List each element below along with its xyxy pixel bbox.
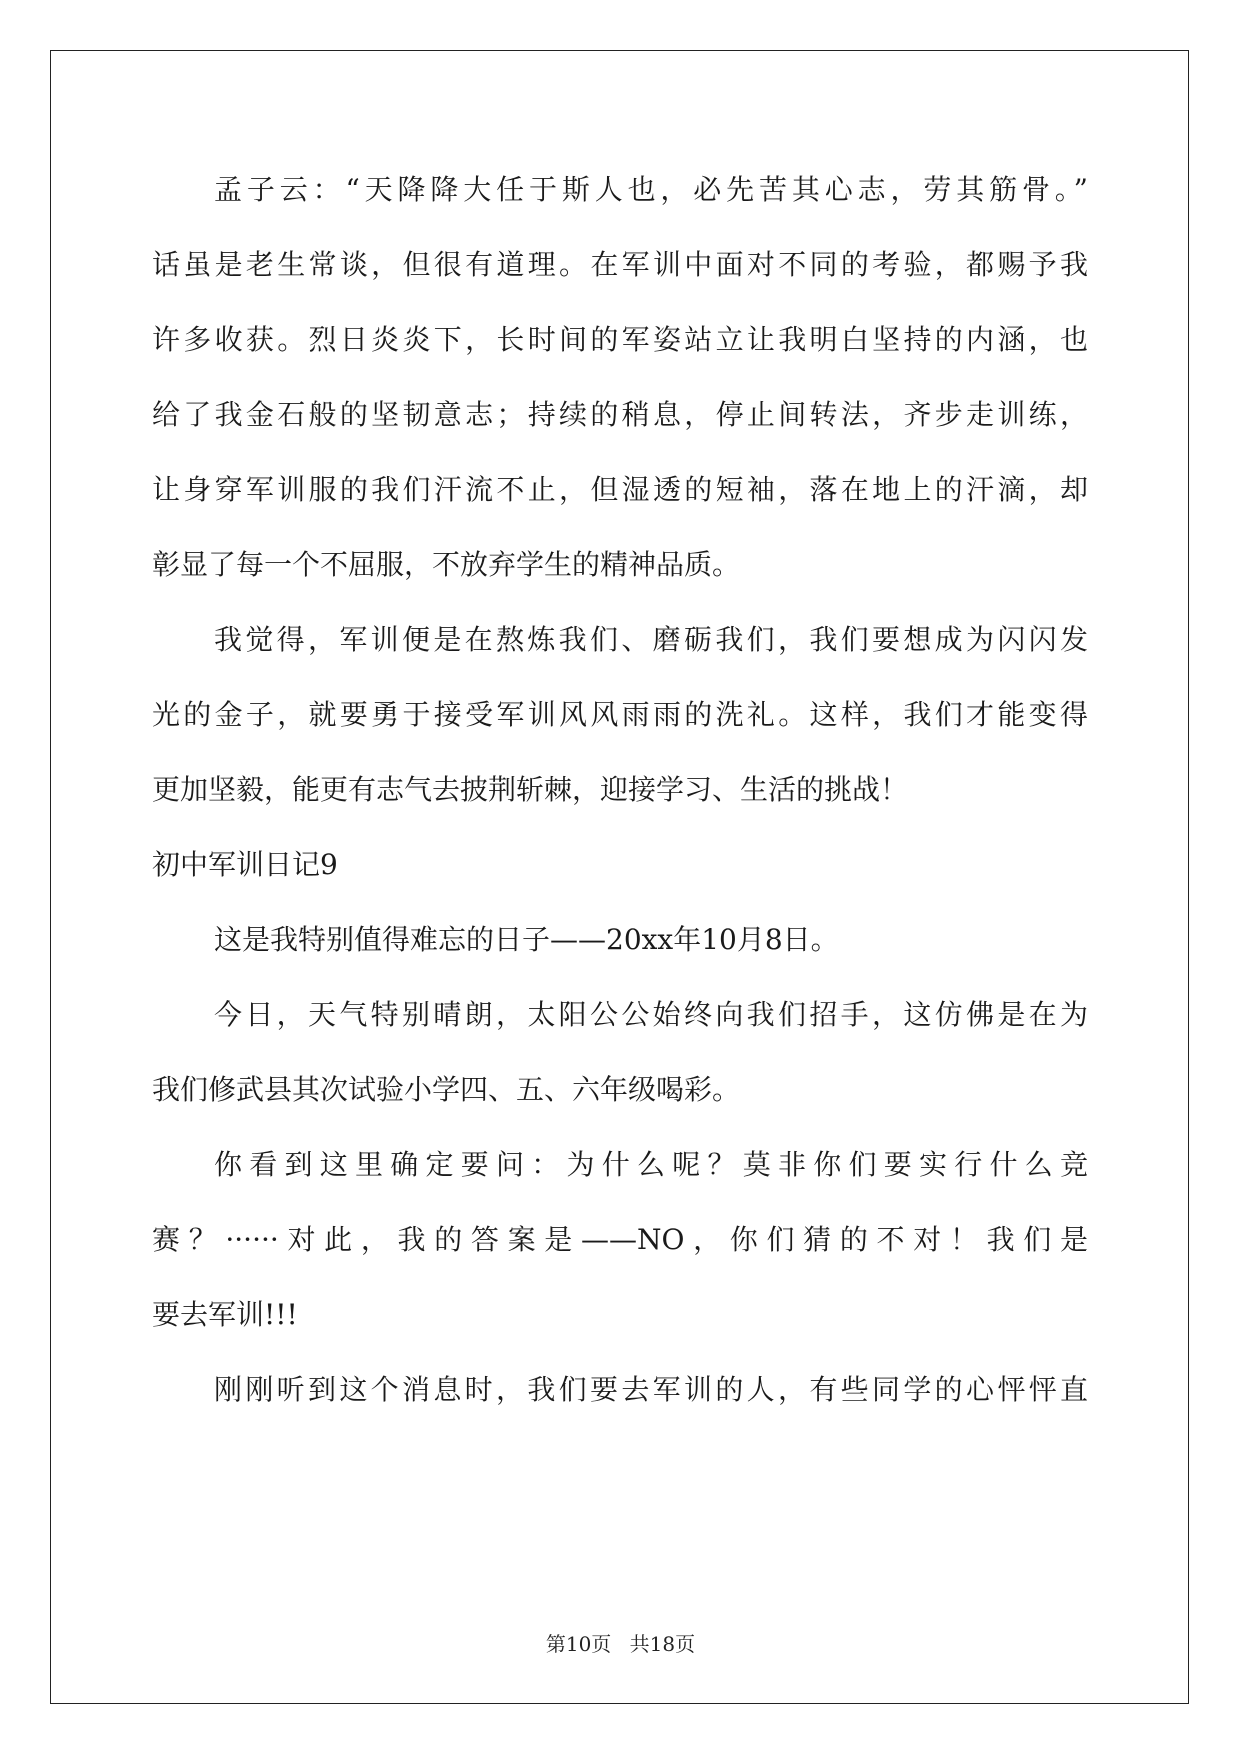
page-footer	[0, 1628, 1241, 1657]
document-body	[152, 152, 1088, 1427]
paragraph-line: 光的金子，就要勇于接受军训风风雨雨的洗礼。这样，我们才能变得	[152, 698, 1088, 731]
paragraph-line: 今日，天气特别晴朗，太阳公公始终向我们招手，这仿佛是在为	[214, 998, 1088, 1031]
paragraph-line: 我觉得，军训便是在熬炼我们、磨砺我们，我们要想成为闪闪发	[214, 623, 1088, 656]
current-page-number: 第10页	[545, 1632, 612, 1656]
paragraph-line: 你看到这里确定要问：为什么呢？莫非你们要实行什么竞	[214, 1148, 1088, 1181]
paragraph-line: 刚刚听到这个消息时，我们要去军训的人，有些同学的心怦怦直	[214, 1373, 1088, 1406]
section-heading: 初中军训日记9	[152, 848, 338, 881]
paragraph-line: 彰显了每一个不屈服，不放弃学生的精神品质。	[152, 548, 741, 581]
paragraph-line: 更加坚毅，能更有志气去披荆斩棘，迎接学习、生活的挑战！	[152, 773, 909, 806]
paragraph-line: 要去军训!!!	[152, 1298, 298, 1331]
paragraph-line: 赛？······对此，我的答案是——NO，你们猜的不对！我们是	[152, 1223, 1088, 1256]
total-page-count: 共18页	[629, 1632, 696, 1656]
paragraph-line: 这是我特别值得难忘的日子——20xx年10月8日。	[214, 923, 839, 956]
paragraph-line: 孟子云：“天降降大任于斯人也，必先苦其心志，劳其筋骨。”	[214, 173, 1088, 206]
paragraph-line: 给了我金石般的坚韧意志；持续的稍息，停止间转法，齐步走训练，	[152, 398, 1088, 431]
paragraph-line: 许多收获。烈日炎炎下，长时间的军姿站立让我明白坚持的内涵，也	[152, 323, 1088, 356]
paragraph-line: 我们修武县其次试验小学四、五、六年级喝彩。	[152, 1073, 741, 1106]
paragraph-line: 让身穿军训服的我们汗流不止，但湿透的短袖，落在地上的汗滴，却	[152, 473, 1088, 506]
paragraph-line: 话虽是老生常谈，但很有道理。在军训中面对不同的考验，都赐予我	[152, 248, 1088, 281]
